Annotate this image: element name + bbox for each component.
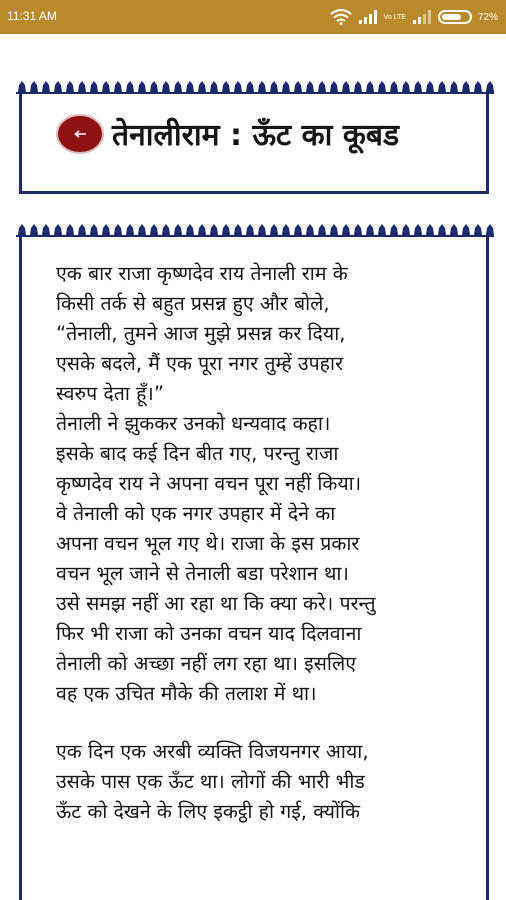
scallop-pattern [16,81,494,94]
signal-icon [412,10,432,24]
battery-icon [438,10,472,24]
signal-icon [358,10,378,24]
title-card [19,90,489,194]
decorative-border [16,78,494,94]
status-bar [0,0,506,34]
story-card [19,233,489,900]
wifi-icon [330,9,352,25]
story-paragraph: एक दिन एक अरबी व्यक्ति विजयनगर आया, उसके पास एक ऊँट था। लोगों की भारी भीड ऊँट को देखने के लिए इकट्ठी हो गई, क्योंकि [56,740,369,823]
network-label: Vo LTE [383,13,406,21]
page-title: तेनालीराम : ऊँट का कूबड [112,118,400,153]
status-time: 11:31 AM [7,9,57,23]
battery-percent: 72% [477,11,498,23]
story-text [56,259,466,827]
story-paragraph: एक बार राजा कृष्णदेव राय तेनाली राम के किसी तर्क से बहुत प्रसन्न हुए और बोले, “तेनाली, तुमने आज मुझे प्रसन्न कर दिया, एसके बदले, मैं एक पूरा नगर तुम्हें उपहार स्वरुप देता हूँ।” तेनाली ने झुककर उनको धन्यवाद कहा। इसके बाद कई दिन बीत गए, परन्तु राजा कृष्णदेव राय ने अपना वचन पूरा नहीं किया। वे तेनाली को एक नगर उपहार में देने का अपना वचन भूल गए थे। राजा के इस प्रकार वचन भूल जाने से तेनाली बडा परेशान था। उसे समझ नहीं आ रहा था कि क्या करे। परन्तु फिर भी राजा को उनका वचन याद दिलवाना तेनाली को अच्छा नहीं लग रहा था। इसलिए वह एक उचित मौके की तलाश में था। [56,262,376,705]
status-icons [330,7,498,27]
arrow-left-icon [73,129,87,139]
back-button[interactable] [56,114,104,154]
decorative-border [16,221,494,237]
title-row [56,113,399,154]
scallop-pattern [16,224,494,237]
